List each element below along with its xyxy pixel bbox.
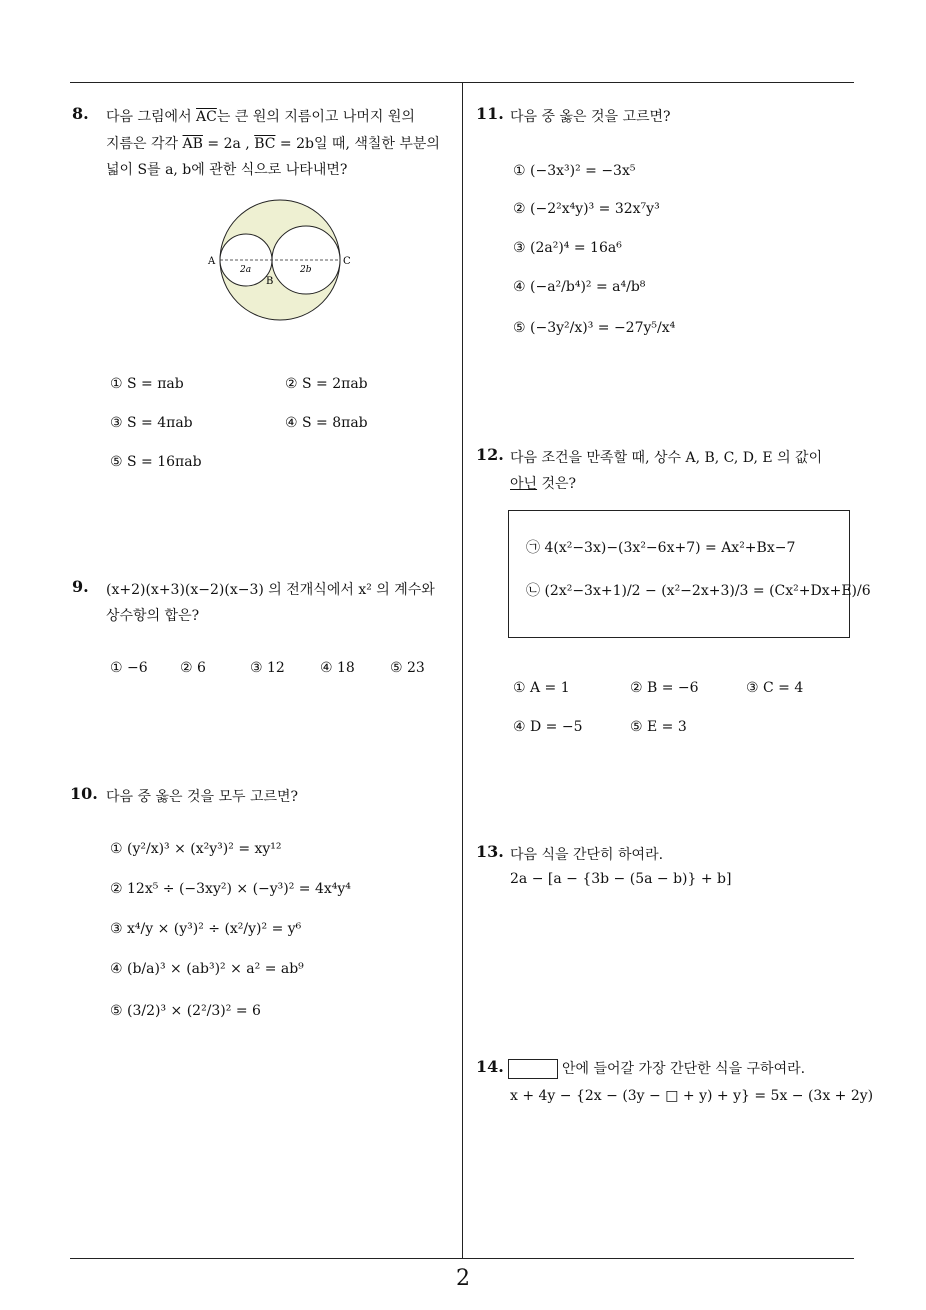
- question-text: 다음 식을 간단히 하여라.: [510, 847, 664, 863]
- question-text: 아닌 것은?: [510, 476, 577, 492]
- choice-2[interactable]: ② 6: [180, 660, 206, 676]
- segment-ac: $\overline{AC}$: [196, 109, 217, 125]
- choice-1[interactable]: ① −6: [110, 660, 148, 676]
- choice-1[interactable]: ① (−3x³)² = −3x⁵: [513, 163, 636, 179]
- choice-4[interactable]: ④ (−a²/b⁴)² = a⁴/b⁸: [513, 279, 646, 295]
- question-text: 다음 그림에서 $\overline{AC}$는 큰 원의 지름이고 나머지 원의: [106, 109, 415, 125]
- choice-1[interactable]: ① A = 1: [513, 680, 570, 696]
- column-divider: [462, 82, 463, 1258]
- question-text: 다음 중 옳은 것을 모두 고르면?: [106, 789, 299, 805]
- label-a: A: [208, 256, 216, 267]
- page-number: 2: [456, 1266, 470, 1291]
- choice-1[interactable]: ① S = πab: [110, 376, 184, 392]
- question-text: 다음 조건을 만족할 때, 상수 A, B, C, D, E 의 값이: [510, 450, 823, 466]
- question-text: 안에 들어갈 가장 간단한 식을 구하여라.: [508, 1058, 805, 1079]
- choice-2[interactable]: ② (−2²x⁴y)³ = 32x⁷y³: [513, 201, 660, 217]
- question-text: 지름은 각각 $\overline{AB} = 2a$ , $\overline{BC} = 2b$일 때, 색칠한 부분의: [106, 136, 440, 152]
- choice-5[interactable]: ⑤ (3/2)³ × (2²/3)² = 6: [110, 1003, 261, 1019]
- choice-5[interactable]: ⑤ (−3y²/x)³ = −27y⁵/x⁴: [513, 320, 676, 336]
- choice-4[interactable]: ④ (b/a)³ × (ab³)² × a² = ab⁹: [110, 961, 304, 977]
- choice-3[interactable]: ③ S = 4πab: [110, 415, 193, 431]
- circles-figure: [200, 192, 360, 328]
- question-number: 8.: [72, 104, 89, 123]
- question-number: 14.: [476, 1057, 504, 1076]
- segment-ab: $\overline{AB}$: [182, 136, 203, 152]
- question-number: 12.: [476, 445, 504, 464]
- choice-3[interactable]: ③ C = 4: [746, 680, 804, 696]
- condition-2: ㉡ (2x²−3x+1)/2 − (x²−2x+3)/3 = (Cx²+Dx+E)/6: [526, 583, 871, 599]
- choice-2[interactable]: ② B = −6: [630, 680, 699, 696]
- question-text: 상수항의 합은?: [106, 608, 200, 624]
- condition-box: [508, 510, 850, 638]
- choice-4[interactable]: ④ D = −5: [513, 719, 583, 735]
- bottom-rule: [70, 1258, 854, 1259]
- question-number: 11.: [476, 104, 504, 123]
- label-c: C: [343, 256, 351, 267]
- choice-5[interactable]: ⑤ 23: [390, 660, 425, 676]
- label-2a: 2a: [240, 265, 252, 275]
- question-text: 다음 중 옳은 것을 고르면?: [510, 109, 671, 125]
- choice-3[interactable]: ③ 12: [250, 660, 285, 676]
- choice-3[interactable]: ③ (2a²)⁴ = 16a⁶: [513, 240, 622, 256]
- choice-4[interactable]: ④ 18: [320, 660, 355, 676]
- choice-2[interactable]: ② 12x⁵ ÷ (−3xy²) × (−y³)² = 4x⁴y⁴: [110, 881, 351, 897]
- choice-5[interactable]: ⑤ S = 16πab: [110, 454, 202, 470]
- choice-5[interactable]: ⑤ E = 3: [630, 719, 687, 735]
- label-b: B: [266, 276, 274, 287]
- label-2b: 2b: [300, 265, 312, 275]
- emphasis-not: 아닌: [510, 476, 538, 492]
- expression: x + 4y − {2x − (3y − □ + y) + y} = 5x − (3x + 2y): [510, 1088, 874, 1104]
- segment-bc: $\overline{BC}$: [254, 136, 276, 152]
- question-number: 9.: [72, 577, 89, 596]
- question-text: 넓이 S를 a, b에 관한 식으로 나타내면?: [106, 162, 348, 178]
- question-number: 13.: [476, 842, 504, 861]
- choice-4[interactable]: ④ S = 8πab: [285, 415, 368, 431]
- question-number: 10.: [70, 784, 98, 803]
- choice-3[interactable]: ③ x⁴/y × (y³)² ÷ (x²/y)² = y⁶: [110, 921, 302, 937]
- choice-1[interactable]: ① (y²/x)³ × (x²y³)² = xy¹²: [110, 841, 282, 857]
- choice-2[interactable]: ② S = 2πab: [285, 376, 368, 392]
- condition-1: ㉠ 4(x²−3x)−(3x²−6x+7) = Ax²+Bx−7: [526, 540, 796, 556]
- question-text: (x+2)(x+3)(x−2)(x−3) 의 전개식에서 x² 의 계수와: [106, 582, 435, 598]
- expression: 2a − [a − {3b − (5a − b)} + b]: [510, 871, 732, 887]
- answer-blank-box: [508, 1059, 558, 1079]
